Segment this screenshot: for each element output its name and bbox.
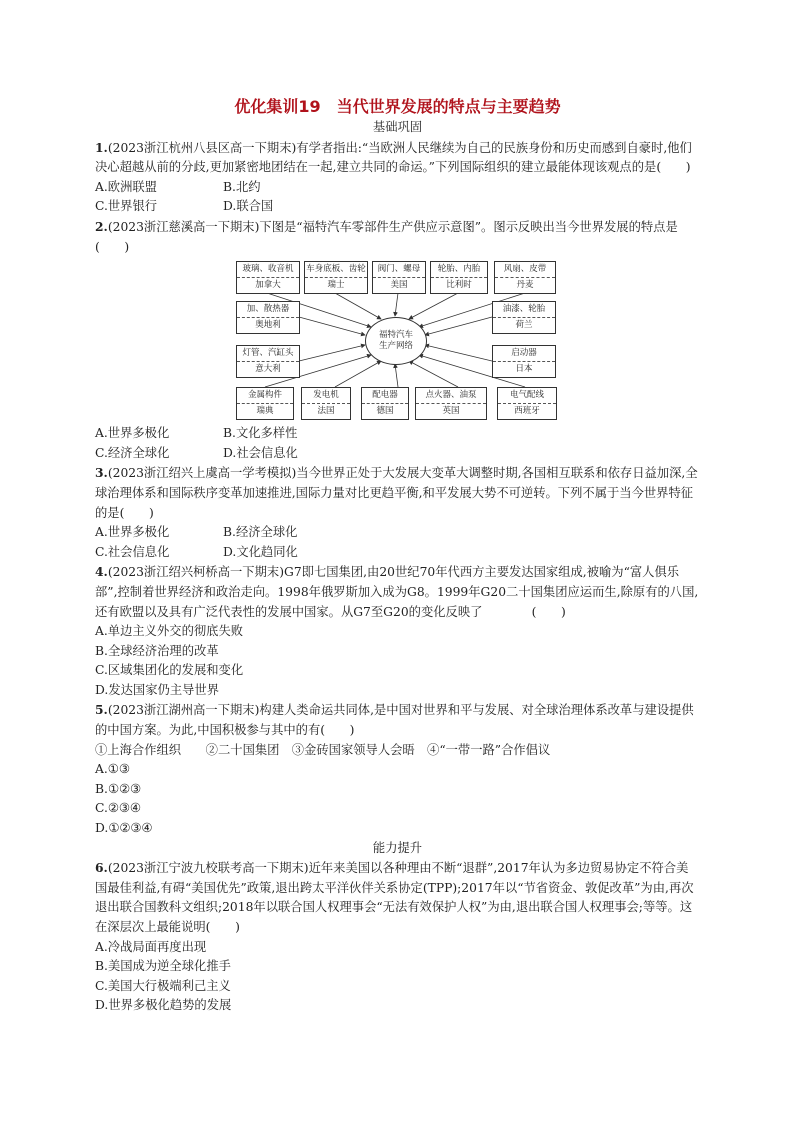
option-c[interactable]: C.区域集团化的发展和变化 xyxy=(95,663,244,678)
country-label: 英国 xyxy=(442,406,460,417)
supplier-box xyxy=(236,387,294,420)
option-d[interactable]: D.社会信息化 xyxy=(223,445,298,460)
supplier-box xyxy=(361,387,409,420)
country-label: 瑞典 xyxy=(256,406,274,417)
part-label: 风扇、皮带 xyxy=(495,262,555,278)
title-main: 当代世界发展的特点与主要趋势 xyxy=(336,97,561,116)
part-label: 阀门、螺母 xyxy=(373,262,425,278)
country-label: 法国 xyxy=(317,406,335,417)
option-b[interactable]: B.经济全球化 xyxy=(223,525,298,540)
question-stem: (2023浙江宁波九校联考高一下期末)近年来美国以各种理由不断“退群”,2017年认为多边贸易协定不符合美国最佳利益,有碍“美国优先”政策,退出跨太平洋伙伴关系协定(TPP);2017年以“节省资金、敦促改革”为由,再次退出联合国教科文组织;2018年以联合国人权理事会“无法有效保护人权”为由,退出联合国人权理事会;等等。这在深层次上最能说明( ) xyxy=(95,861,694,934)
option-c[interactable]: C.美国大行极端利己主义 xyxy=(95,978,231,993)
option-c[interactable]: C.②③④ xyxy=(95,801,141,816)
part-label: 点火器、油泵 xyxy=(416,388,486,404)
country-label: 日本 xyxy=(515,364,533,375)
option-d[interactable]: D.世界多极化趋势的发展 xyxy=(95,998,232,1013)
part-label: 加、散热器 xyxy=(237,302,299,318)
options-q6 xyxy=(95,938,700,1016)
part-label: 启动器 xyxy=(493,346,555,362)
ford-network-center xyxy=(365,317,427,365)
question-number: 2. xyxy=(95,218,108,234)
option-b[interactable]: B.全球经济治理的改革 xyxy=(95,643,219,658)
question-stem: (2023浙江慈溪高一下期末)下图是“福特汽车零部件生产供应示意图”。图示反映出当今世界发展的特点是( ) xyxy=(95,219,678,254)
country-label: 美国 xyxy=(390,280,408,291)
section-heading-advanced: 能力提升 xyxy=(372,840,423,855)
center-label-line2: 生产网络 xyxy=(378,341,413,352)
supplier-box xyxy=(415,387,487,420)
country-label: 德国 xyxy=(376,406,394,417)
option-a[interactable]: A.世界多极化 xyxy=(95,525,170,540)
center-label-line1: 福特汽车 xyxy=(378,330,413,341)
supplier-box xyxy=(236,345,300,378)
question-1 xyxy=(95,138,700,178)
supplier-box xyxy=(236,261,300,294)
question-stem: (2023浙江绍兴上虞高一学考模拟)当今世界正处于大发展大变革大调整时期,各国相互联系和依存日益加深,全球治理体系和国际秩序变革加速推进,国际力量对比更趋平衡,和平发展大势不可逆转。下列不属于当今世界特征的是( ) xyxy=(95,466,698,520)
supplier-box xyxy=(492,345,556,378)
options-q5 xyxy=(95,760,700,838)
options-q1 xyxy=(95,178,700,217)
part-label: 油漆、轮胎 xyxy=(493,302,555,318)
document-page xyxy=(95,96,700,1016)
title-prefix: 优化集训19 xyxy=(234,97,321,116)
option-c[interactable]: C.世界银行 xyxy=(95,199,158,214)
question-number: 1. xyxy=(95,139,108,155)
ford-supply-diagram xyxy=(95,259,700,421)
question-stem: (2023浙江湖州高一下期末)构建人类命运共同体,是中国对世界和平与发展、对全球治理体系改革与建设提供的中国方案。为此,中国积极参与其中的有( ) xyxy=(95,703,694,738)
part-label: 电气配线 xyxy=(498,388,556,404)
question-2 xyxy=(95,217,700,257)
options-q4 xyxy=(95,622,700,700)
part-label: 玻璃、收音机 xyxy=(237,262,299,278)
part-label: 金属构件 xyxy=(237,388,293,404)
supplier-box xyxy=(236,301,300,334)
question-number: 4. xyxy=(95,564,108,580)
supplier-box xyxy=(304,261,368,294)
supplier-box xyxy=(372,261,426,294)
question-number: 5. xyxy=(95,702,108,718)
option-a[interactable]: A.①③ xyxy=(95,762,130,777)
question-5 xyxy=(95,700,700,740)
question-4 xyxy=(95,562,700,622)
part-label: 发电机 xyxy=(302,388,350,404)
question-stem: (2023浙江杭州八县区高一下期末)有学者指出:“当欧洲人民继续为自己的民族身份和历史而感到自豪时,他们决心超越从前的分歧,更加紧密地团结在一起,建立共同的命运。”下列国际组织的建立最能体现该观点的是( ) xyxy=(95,140,692,175)
country-label: 瑞士 xyxy=(327,280,345,291)
option-d[interactable]: D.①②③④ xyxy=(95,821,153,836)
option-d[interactable]: D.发达国家仍主导世界 xyxy=(95,682,220,697)
option-c[interactable]: C.经济全球化 xyxy=(95,445,170,460)
question-3 xyxy=(95,463,700,523)
country-label: 西班牙 xyxy=(514,406,540,417)
option-a[interactable]: A.世界多极化 xyxy=(95,426,170,441)
option-b[interactable]: B.文化多样性 xyxy=(223,426,298,441)
supplier-box xyxy=(497,387,557,420)
country-label: 荷兰 xyxy=(515,320,533,331)
option-d[interactable]: D.文化趋同化 xyxy=(223,544,298,559)
options-q2 xyxy=(95,424,700,463)
option-b[interactable]: B.美国成为逆全球化推手 xyxy=(95,959,231,974)
part-label: 轮胎、内胎 xyxy=(431,262,487,278)
option-b[interactable]: B.北约 xyxy=(223,179,261,194)
page-title xyxy=(95,96,700,118)
option-b[interactable]: B.①②③ xyxy=(95,781,142,796)
supplier-box xyxy=(494,261,556,294)
question-6 xyxy=(95,858,700,937)
part-label: 灯管、汽缸头 xyxy=(237,346,299,362)
question-number: 6. xyxy=(95,860,108,876)
part-label: 配电器 xyxy=(362,388,408,404)
option-c[interactable]: C.社会信息化 xyxy=(95,544,170,559)
country-label: 意大利 xyxy=(255,364,281,375)
option-a[interactable]: A.欧洲联盟 xyxy=(95,179,157,194)
question-stem: (2023浙江绍兴柯桥高一下期末)G7即七国集团,由20世纪70年代西方主要发达国家组成,被喻为“富人俱乐部”,控制着世界经济和政治走向。1998年俄罗斯加入成为G8。1999年G20二十国集团应运而生,除原有的八国,还有欧盟以及具有广泛代表性的发展中国家。从G7至G20的变化反映了 ( ) xyxy=(95,565,699,619)
supplier-box xyxy=(492,301,556,334)
supplier-box xyxy=(301,387,351,420)
part-label: 车身底板、齿轮 xyxy=(305,262,367,278)
statement-items: ①上海合作组织 ②二十国集团 ③金砖国家领导人会晤 ④“一带一路”合作倡议 xyxy=(95,742,551,757)
country-label: 比利时 xyxy=(446,280,472,291)
country-label: 加拿大 xyxy=(255,280,281,291)
question-number: 3. xyxy=(95,465,108,481)
options-q3 xyxy=(95,523,700,562)
section-heading-basic: 基础巩固 xyxy=(372,120,423,134)
option-a[interactable]: A.单边主义外交的彻底失败 xyxy=(95,624,244,639)
option-d[interactable]: D.联合国 xyxy=(223,199,274,214)
option-a[interactable]: A.冷战局面再度出现 xyxy=(95,939,207,954)
supplier-box xyxy=(430,261,488,294)
country-label: 奥地利 xyxy=(255,320,281,331)
country-label: 丹麦 xyxy=(516,280,534,291)
